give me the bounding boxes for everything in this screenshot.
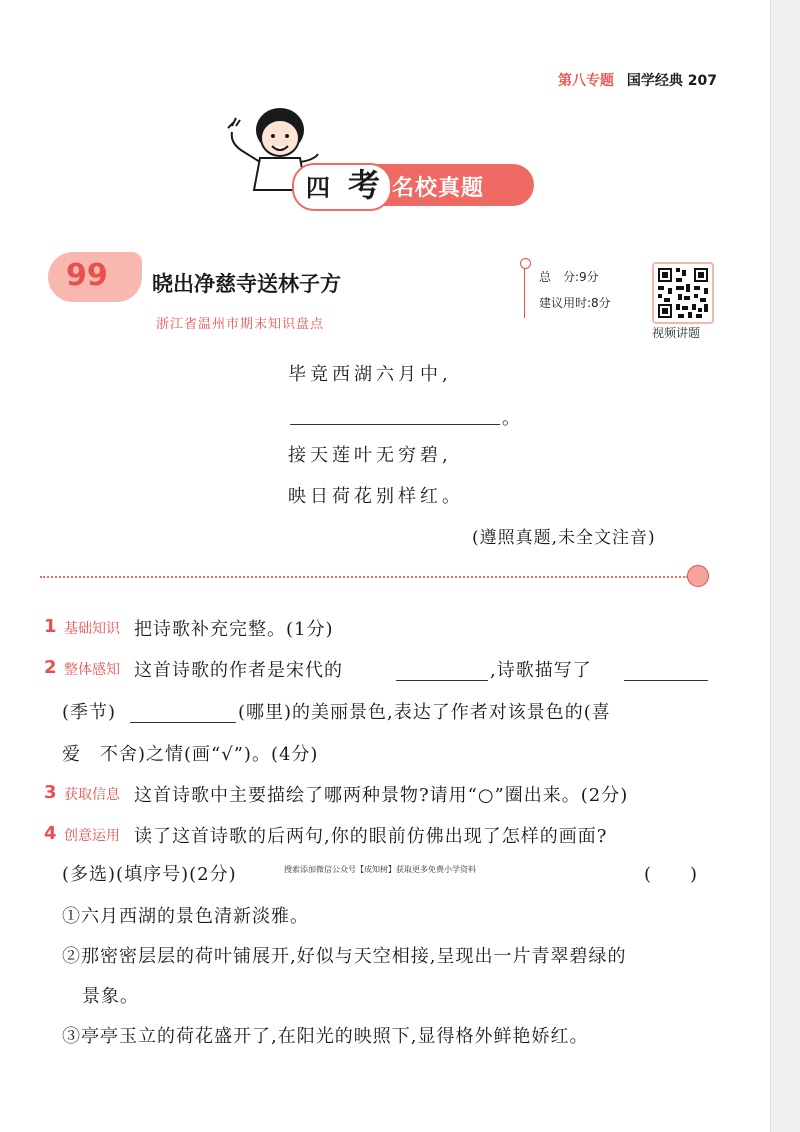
- question-2-tag: 整体感知: [64, 662, 120, 678]
- question-4-text-b: (多选)(填序号)(2分): [62, 864, 237, 885]
- option-2-cont: 景象。: [82, 986, 139, 1007]
- poem-line-3: 接天莲叶无穷碧,: [288, 445, 452, 466]
- page-header: [558, 70, 717, 90]
- question-4-tag: 创意运用: [64, 828, 120, 844]
- question-4-number: 4: [44, 823, 57, 844]
- question-3-number: 3: [44, 782, 57, 803]
- question-1-number: 1: [44, 616, 57, 637]
- section-divider: [40, 576, 688, 578]
- poem-title: 晓出净慈寺送林子方: [152, 272, 341, 296]
- question-1-tag: 基础知识: [64, 621, 120, 637]
- poem-blank-line[interactable]: [290, 424, 500, 425]
- question-3-tag: 获取信息: [64, 787, 120, 803]
- question-2-text-c: (季节): [62, 702, 117, 723]
- poem-line-4: 映日荷花别样红。: [288, 486, 464, 507]
- section-banner: [272, 160, 534, 210]
- total-score: 总 分:9分: [539, 270, 599, 284]
- score-dot: [520, 258, 531, 269]
- question-2-text-b: ,诗歌描写了: [490, 660, 592, 681]
- question-2-text-e: 爱 不舍)之情(画“√”)。(4分): [62, 744, 319, 765]
- suggested-time: 建议用时:8分: [539, 296, 611, 310]
- book-label: 国学经典: [626, 73, 683, 89]
- divider-ornament-icon: [687, 565, 709, 587]
- section-label: 第八专题: [558, 73, 614, 89]
- video-caption: 视频讲题: [652, 326, 701, 340]
- score-box: [524, 262, 633, 318]
- option-3: ③亭亭玉立的荷花盛开了,在阳光的映照下,显得格外鲜艳娇红。: [62, 1026, 589, 1047]
- question-2-text-d: (哪里)的美丽景色,表达了作者对该景色的(喜: [238, 702, 611, 723]
- banner-kao: 考: [348, 166, 381, 204]
- banner-four: 四: [306, 174, 330, 202]
- qr-code-icon[interactable]: [652, 262, 714, 324]
- question-4-text: 读了这首诗歌的后两句,你的眼前仿佛出现了怎样的画面?: [134, 826, 608, 847]
- promo-text: 搜索添加微信公众号【成知树】获取更多免费小学资料: [284, 865, 476, 874]
- option-1: ①六月西湖的景色清新淡雅。: [62, 906, 309, 927]
- answer-parentheses[interactable]: ( ): [644, 864, 699, 885]
- source-label: 浙江省温州市期末知识盘点: [156, 317, 325, 332]
- exercise-number-badge: [48, 252, 142, 302]
- exercise-number: 99: [66, 258, 108, 293]
- poem-blank-period: 。: [502, 408, 520, 429]
- banner-label: 名校真题: [392, 176, 485, 201]
- page-edge: [770, 0, 800, 1132]
- page-number: 207: [687, 73, 717, 89]
- season-blank[interactable]: [624, 680, 708, 681]
- question-2-number: 2: [44, 657, 57, 678]
- question-2-text-a: 这首诗歌的作者是宋代的: [134, 660, 343, 681]
- question-1-text: 把诗歌补充完整。(1分): [134, 619, 334, 640]
- place-blank[interactable]: [130, 722, 236, 723]
- question-3-text: 这首诗歌中主要描绘了哪两种景物?请用“○”圈出来。(2分): [134, 785, 629, 806]
- author-blank[interactable]: [396, 680, 488, 681]
- phonetic-note: (遵照真题,未全文注音): [472, 528, 656, 548]
- option-2: ②那密密层层的荷叶铺展开,好似与天空相接,呈现出一片青翠碧绿的: [62, 946, 627, 967]
- poem-line-1: 毕竟西湖六月中,: [288, 364, 452, 385]
